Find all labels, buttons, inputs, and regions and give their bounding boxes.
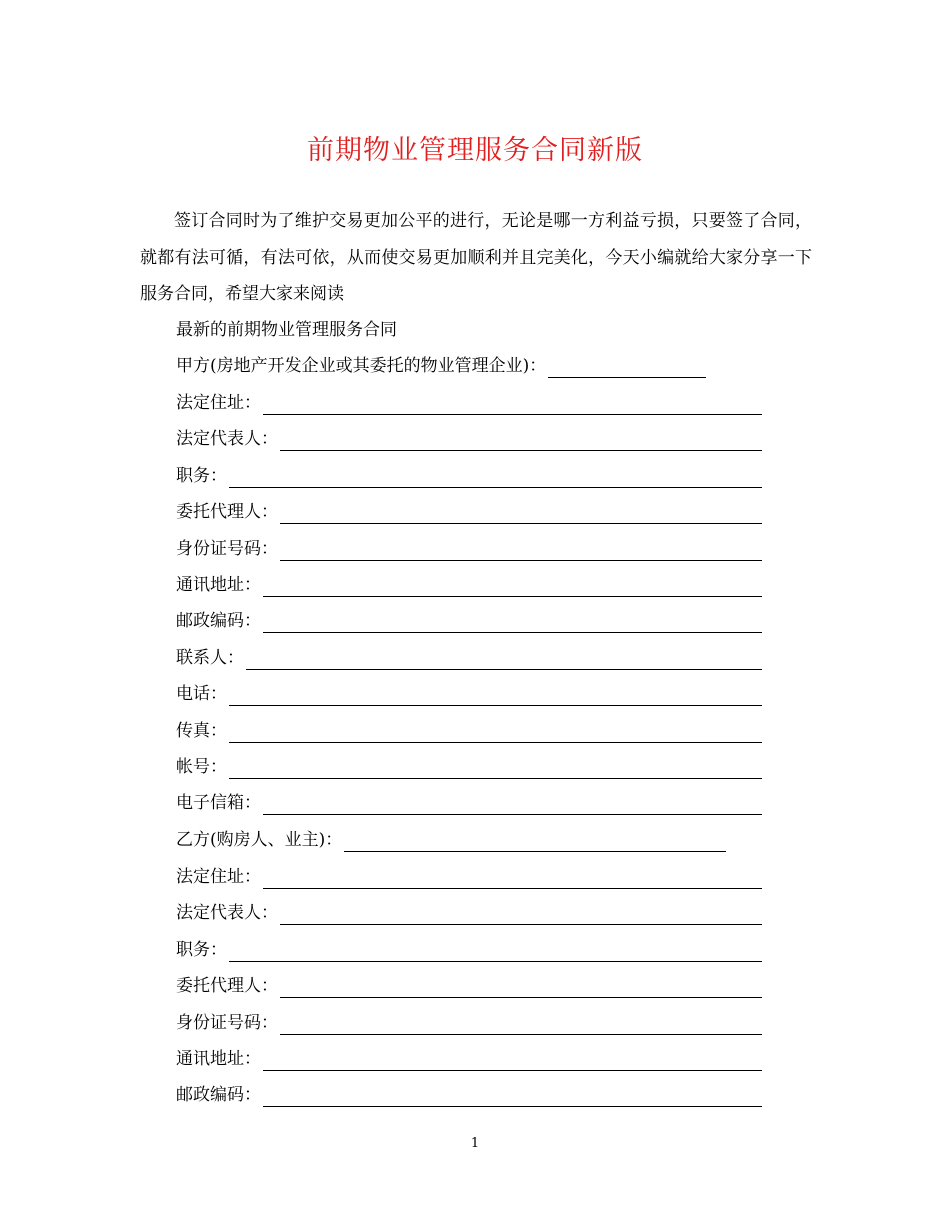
party-a-field-label: 职务：	[176, 465, 227, 486]
party-a-field-label: 法定代表人：	[176, 429, 278, 450]
party-b-field-label: 通讯地址：	[176, 1049, 261, 1069]
party-b-field-line	[176, 865, 762, 889]
page-number: 1	[470, 1136, 480, 1151]
party-b-field-line	[176, 1047, 762, 1071]
party-b-field-label: 职务：	[176, 939, 227, 960]
party-a-field-line	[176, 464, 762, 488]
subtitle-line	[176, 318, 397, 342]
party-b-line	[176, 828, 726, 852]
party-a-field-line	[176, 427, 762, 451]
party-b-field-blank[interactable]	[263, 1052, 762, 1071]
party-b-field-label: 法定代表人：	[176, 903, 278, 924]
party-a-field-blank[interactable]	[229, 469, 762, 488]
party-a-field-blank[interactable]	[246, 651, 762, 670]
party-a-field-line	[176, 791, 762, 815]
party-a-field-label: 法定住址：	[176, 393, 261, 413]
party-b-field-blank[interactable]	[280, 906, 762, 925]
party-a-field-blank[interactable]	[229, 760, 762, 779]
party-b-field-blank[interactable]	[280, 1016, 762, 1035]
party-b-field-line	[176, 1083, 762, 1107]
party-a-field-blank[interactable]	[280, 505, 762, 524]
party-b-field-label: 法定住址：	[176, 867, 261, 887]
party-a-field-blank[interactable]	[263, 614, 762, 633]
party-b-field-label: 委托代理人：	[176, 976, 278, 997]
party-b-field-line	[176, 974, 762, 998]
party-b-field-label: 邮政编码：	[176, 1085, 261, 1106]
party-b-label: 乙方(购房人、业主)：	[176, 830, 343, 850]
party-a-field-blank[interactable]	[229, 687, 762, 706]
party-a-field-line	[176, 537, 762, 561]
party-a-field-blank[interactable]	[263, 796, 762, 815]
party-b-blank[interactable]	[344, 833, 726, 852]
party-a-field-blank[interactable]	[280, 542, 762, 561]
party-a-field-label: 身份证号码：	[176, 538, 278, 559]
party-a-line	[176, 354, 706, 378]
party-a-field-label: 电话：	[176, 684, 227, 705]
party-a-blank[interactable]	[548, 359, 706, 378]
contract-subtitle: 最新的前期物业管理服务合同	[176, 320, 397, 340]
party-a-field-line	[176, 573, 762, 597]
party-b-field-line	[176, 901, 762, 925]
party-a-field-line	[176, 646, 762, 670]
party-a-field-blank[interactable]	[263, 578, 762, 597]
party-a-field-line	[176, 391, 762, 415]
party-a-field-label: 联系人：	[176, 647, 244, 668]
party-a-field-line	[176, 755, 762, 779]
party-a-field-label: 传真：	[176, 720, 227, 741]
party-a-label: 甲方(房地产开发企业或其委托的物业管理企业)：	[176, 356, 547, 376]
party-a-field-line	[176, 682, 762, 706]
party-a-field-blank[interactable]	[280, 432, 762, 451]
party-b-field-line	[176, 1011, 762, 1035]
party-a-field-label: 电子信箱：	[176, 793, 261, 814]
document-title: 前期物业管理服务合同新版	[307, 135, 643, 166]
party-a-field-label: 帐号：	[176, 757, 227, 777]
party-a-field-label: 委托代理人：	[176, 502, 278, 523]
party-a-field-line	[176, 609, 762, 633]
party-a-field-label: 通讯地址：	[176, 575, 261, 595]
party-a-field-line	[176, 719, 762, 743]
party-a-field-line	[176, 500, 762, 524]
party-a-field-blank[interactable]	[263, 396, 762, 415]
party-a-field-label: 邮政编码：	[176, 611, 261, 632]
party-b-field-label: 身份证号码：	[176, 1012, 278, 1033]
party-b-field-blank[interactable]	[229, 943, 762, 962]
party-b-field-line	[176, 938, 762, 962]
party-a-field-blank[interactable]	[229, 724, 762, 743]
intro-paragraph: 签订合同时为了维护交易更加公平的进行，无论是哪一方利益亏损，只要签了合同，就都有法可循，有法可依，从而使交易更加顺利并且完美化，今天小编就给大家分享一下服务合同，希望大家来阅读	[140, 211, 812, 304]
party-b-field-blank[interactable]	[280, 979, 762, 998]
party-b-field-blank[interactable]	[263, 870, 762, 889]
party-b-field-blank[interactable]	[263, 1088, 762, 1107]
